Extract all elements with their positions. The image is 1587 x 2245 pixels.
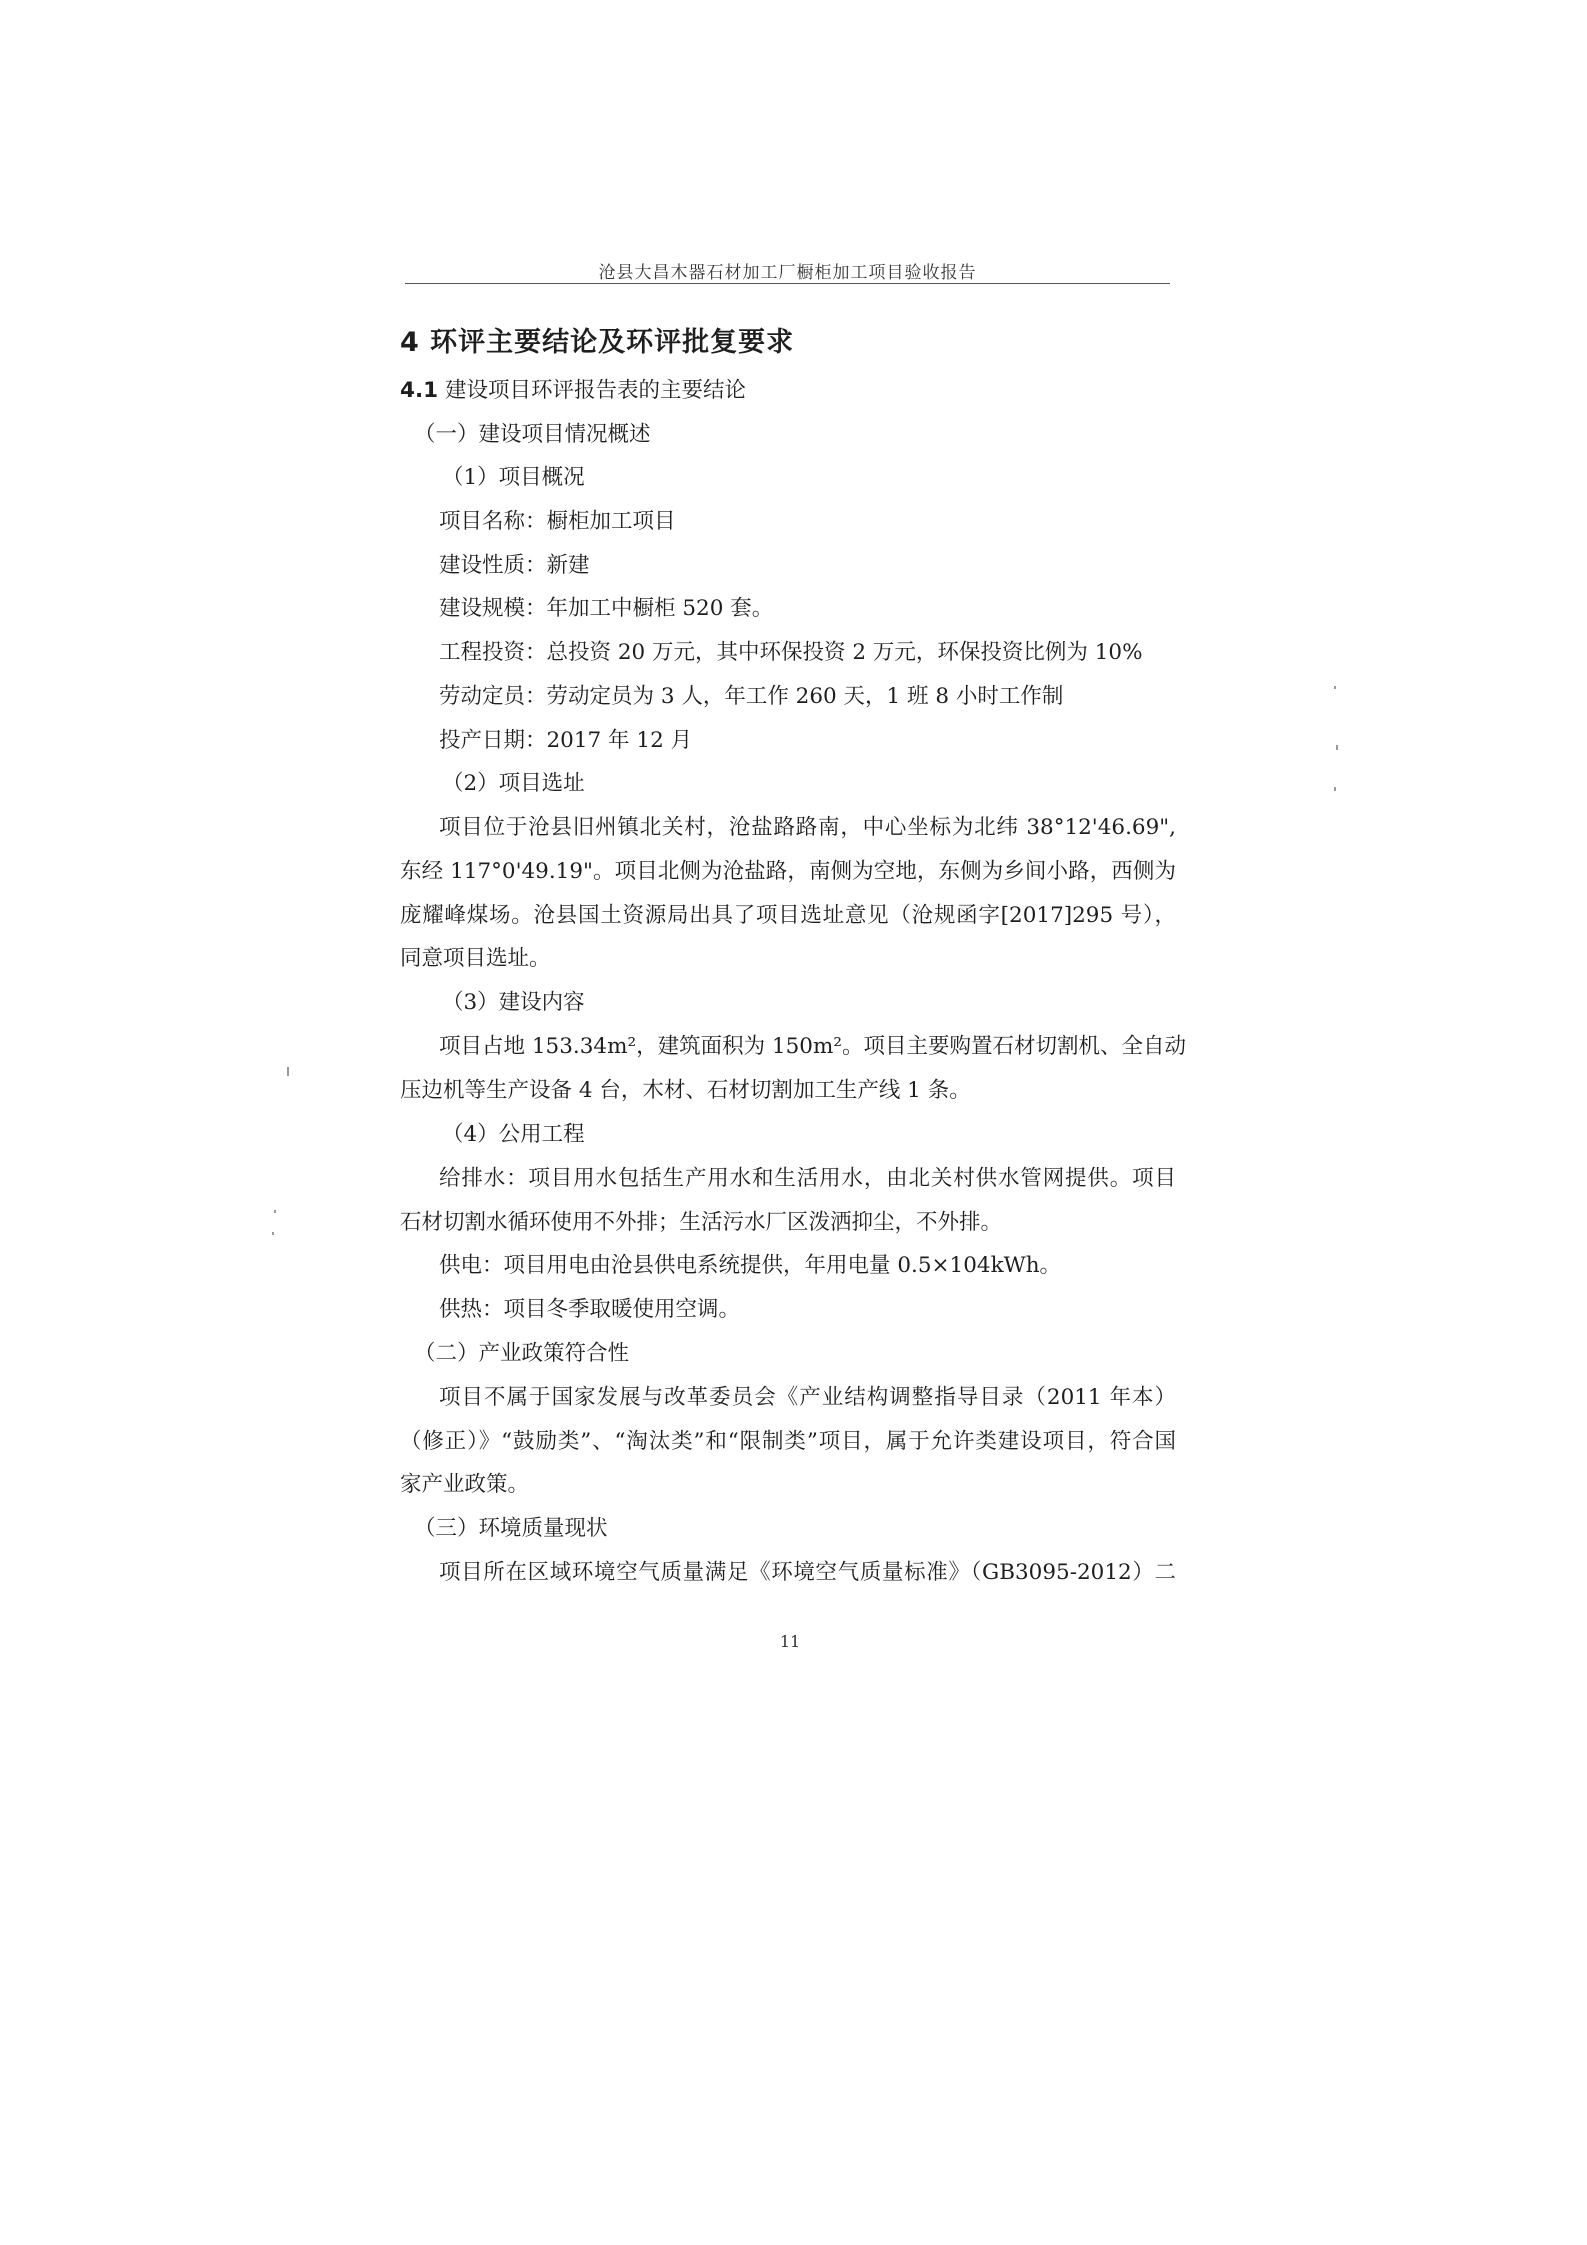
part-heading-1: （一）建设项目情况概述 — [414, 422, 651, 447]
item-heading-2: （2）项目选址 — [442, 771, 585, 796]
section-heading: 4 环评主要结论及环评批复要求 — [400, 327, 795, 358]
investment: 工程投资：总投资 20 万元，其中环保投资 2 万元，环保投资比例为 10% — [439, 640, 1143, 665]
scan-speck — [1334, 787, 1336, 791]
content-paragraph-line: 项目占地 153.34m²，建筑面积为 150m²。项目主要购置石材切割机、全自动 — [439, 1034, 1186, 1059]
policy-paragraph-line: （修正）》“鼓励类”、“淘汰类”和“限制类”项目，属于允许类建设项目，符合国 — [400, 1429, 1176, 1454]
policy-paragraph-line: 项目不属于国家发展与改革委员会《产业结构调整指导目录（2011 年本） — [439, 1385, 1176, 1410]
page-body — [400, 0, 1186, 1700]
subsection-number: 4.1 — [400, 378, 439, 403]
subsection-heading — [400, 376, 1176, 406]
subsection-title: 建设项目环评报告表的主要结论 — [444, 378, 746, 403]
scan-speck — [287, 1067, 289, 1076]
heating-supply: 供热：项目冬季取暖使用空调。 — [439, 1297, 741, 1322]
production-date: 投产日期：2017 年 12 月 — [439, 728, 693, 753]
site-paragraph-line: 东经 117°0'49.19"。项目北侧为沧盐路，南侧为空地，东侧为乡间小路，西侧为 — [400, 859, 1176, 884]
construction-nature: 建设性质：新建 — [439, 553, 590, 578]
site-paragraph-line: 项目位于沧县旧州镇北关村，沧盐路路南，中心坐标为北纬 38°12'46.69", — [439, 815, 1176, 840]
item-heading-3: （3）建设内容 — [442, 990, 585, 1015]
scan-speck — [1334, 686, 1336, 689]
scan-speck — [272, 1232, 274, 1235]
policy-paragraph-line: 家产业政策。 — [400, 1472, 530, 1497]
content-paragraph-line: 压边机等生产设备 4 台，木材、石材切割加工生产线 1 条。 — [400, 1078, 971, 1103]
site-paragraph-line: 同意项目选址。 — [400, 946, 551, 971]
construction-scale: 建设规模：年加工中橱柜 520 套。 — [439, 596, 774, 621]
scan-speck — [1336, 745, 1338, 750]
part-heading-3: （三）环境质量现状 — [414, 1516, 608, 1541]
page-number: 11 — [779, 1632, 801, 1651]
power-supply: 供电：项目用电由沧县供电系统提供，年用电量 0.5×104kWh。 — [439, 1253, 1062, 1278]
part-heading-2: （二）产业政策符合性 — [414, 1341, 630, 1366]
air-quality-paragraph-line: 项目所在区域环境空气质量满足《环境空气质量标准》（GB3095-2012）二 — [439, 1560, 1176, 1585]
staffing: 劳动定员：劳动定员为 3 人，年工作 260 天，1 班 8 小时工作制 — [439, 684, 1064, 709]
item-heading-4: （4）公用工程 — [442, 1122, 585, 1147]
site-paragraph-line: 庞耀峰煤场。沧县国土资源局出具了项目选址意见（沧规函字[2017]295 号）， — [400, 903, 1176, 928]
water-paragraph-line: 给排水：项目用水包括生产用水和生活用水，由北关村供水管网提供。项目 — [439, 1166, 1176, 1191]
scan-speck — [274, 1210, 276, 1213]
project-name: 项目名称：橱柜加工项目 — [439, 509, 676, 534]
running-header: 沧县大昌木器石材加工厂橱柜加工项目验收报告 — [598, 263, 977, 283]
water-paragraph-line: 石材切割水循环使用不外排；生活污水厂区泼洒抑尘，不外排。 — [400, 1210, 1003, 1235]
item-heading-1: （1）项目概况 — [442, 465, 585, 490]
